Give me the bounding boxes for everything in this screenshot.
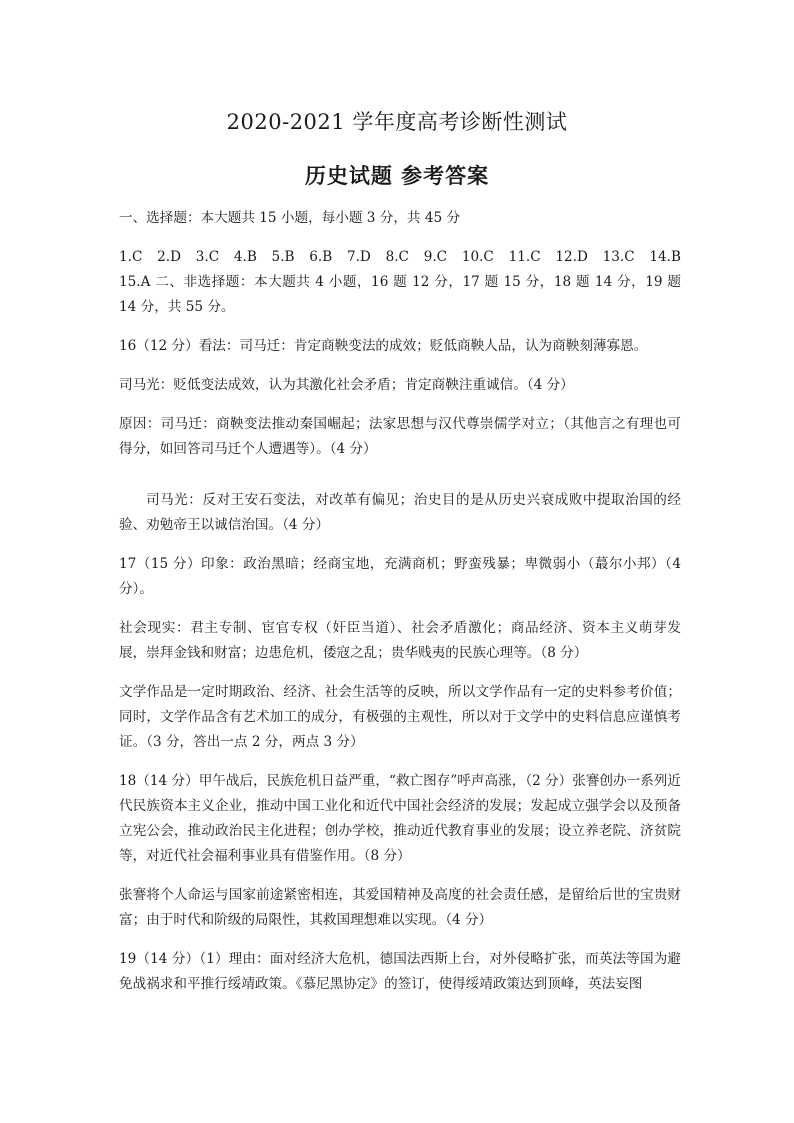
document-subtitle: 历史试题 参考答案 <box>304 163 490 188</box>
q19-answer: 19（14 分）（1）理由：面对经济大危机，德国法西斯上台，对外侵略扩张，而英法等国为避免战祸求和平推行绥靖政策。《慕尼黑协定》的签订，使得绥靖政策达到顶峰，英法妄图 <box>119 951 681 992</box>
q17-impression: 17（15 分）印象：政治黑暗；经商宝地，充满商机；野蛮残暴；卑微弱小（蕞尔小邦）（4 分）。 <box>119 556 681 597</box>
document-title: 2020-2021 学年度高考诊断性测试 <box>226 110 568 134</box>
answer-content <box>119 206 695 1011</box>
q17-literature-value: 文学作品是一定时期政治、经济、社会生活等的反映，所以文学作品有一定的史料参考价值；同时，文学作品含有艺术加工的成分，有极强的主观性，所以对于文学中的史料信息应谨慎考证。（3 分，答出一点 2 分，两点 3 分） <box>119 684 681 750</box>
q17-social-reality: 社会现实：君主专制、宦官专权（奸臣当道）、社会矛盾激化；商品经济、资本主义萌芽发展，崇拜金钱和财富；边患危机，倭寇之乱；贵华贱夷的民族心理等。（8 分） <box>119 620 681 661</box>
section1-heading: 一、选择题：本大题共 15 小题，每小题 3 分，共 45 分 <box>119 210 461 226</box>
q16-reason: 原因：司马迁：商鞅变法推动秦国崛起；法家思想与汉代尊崇儒学对立；（其他言之有理也可得分，如回答司马迁个人遭遇等）。（4 分） <box>119 416 681 457</box>
q18-answer: 18（14 分）甲午战后，民族危机日益严重，“救亡图存”呼声高涨，（2 分）张謇创办一系列近代民族资本主义企业，推动中国工业化和近代中国社会经济的发展；发起成立强学会以及预备立宪公会，推动政治民主化进程；创办学校，推动近代教育事业的发展；设立养老院、济贫院等，对近代社会福利事业具有借鉴作用。（8 分） <box>119 773 681 864</box>
q16-view: 16（12 分）看法：司马迁：肯定商鞅变法的成效；贬低商鞅人品，认为商鞅刻薄寡恩。 <box>119 338 648 354</box>
q16-sima-guang-reason: 司马光：反对王安石变法，对改革有偏见；治史目的是从历史兴衰成败中提取治国的经验、劝勉帝王以诚信治国。（4 分） <box>119 492 681 533</box>
q18-evaluation: 张謇将个人命运与国家前途紧密相连，其爱国精神及高度的社会责任感，是留给后世的宝贵财富；由于时代和阶级的局限性，其救国理想难以实现。（4 分） <box>119 887 681 928</box>
choice-answers: 1.C 2.D 3.C 4.B 5.B 6.B 7.D 8.C 9.C 10.C 11.C 12.D 13.C 14.B 15.A 二、非选择题：本大题共 4 小题，16 题 12 分，17 题 15 分，18 题 14 分，19 题 14 分，共 55 分。 <box>119 249 695 315</box>
q16-sima-guang: 司马光：贬低变法成效，认为其激化社会矛盾；肯定商鞅注重诚信。（4 分） <box>119 377 574 393</box>
